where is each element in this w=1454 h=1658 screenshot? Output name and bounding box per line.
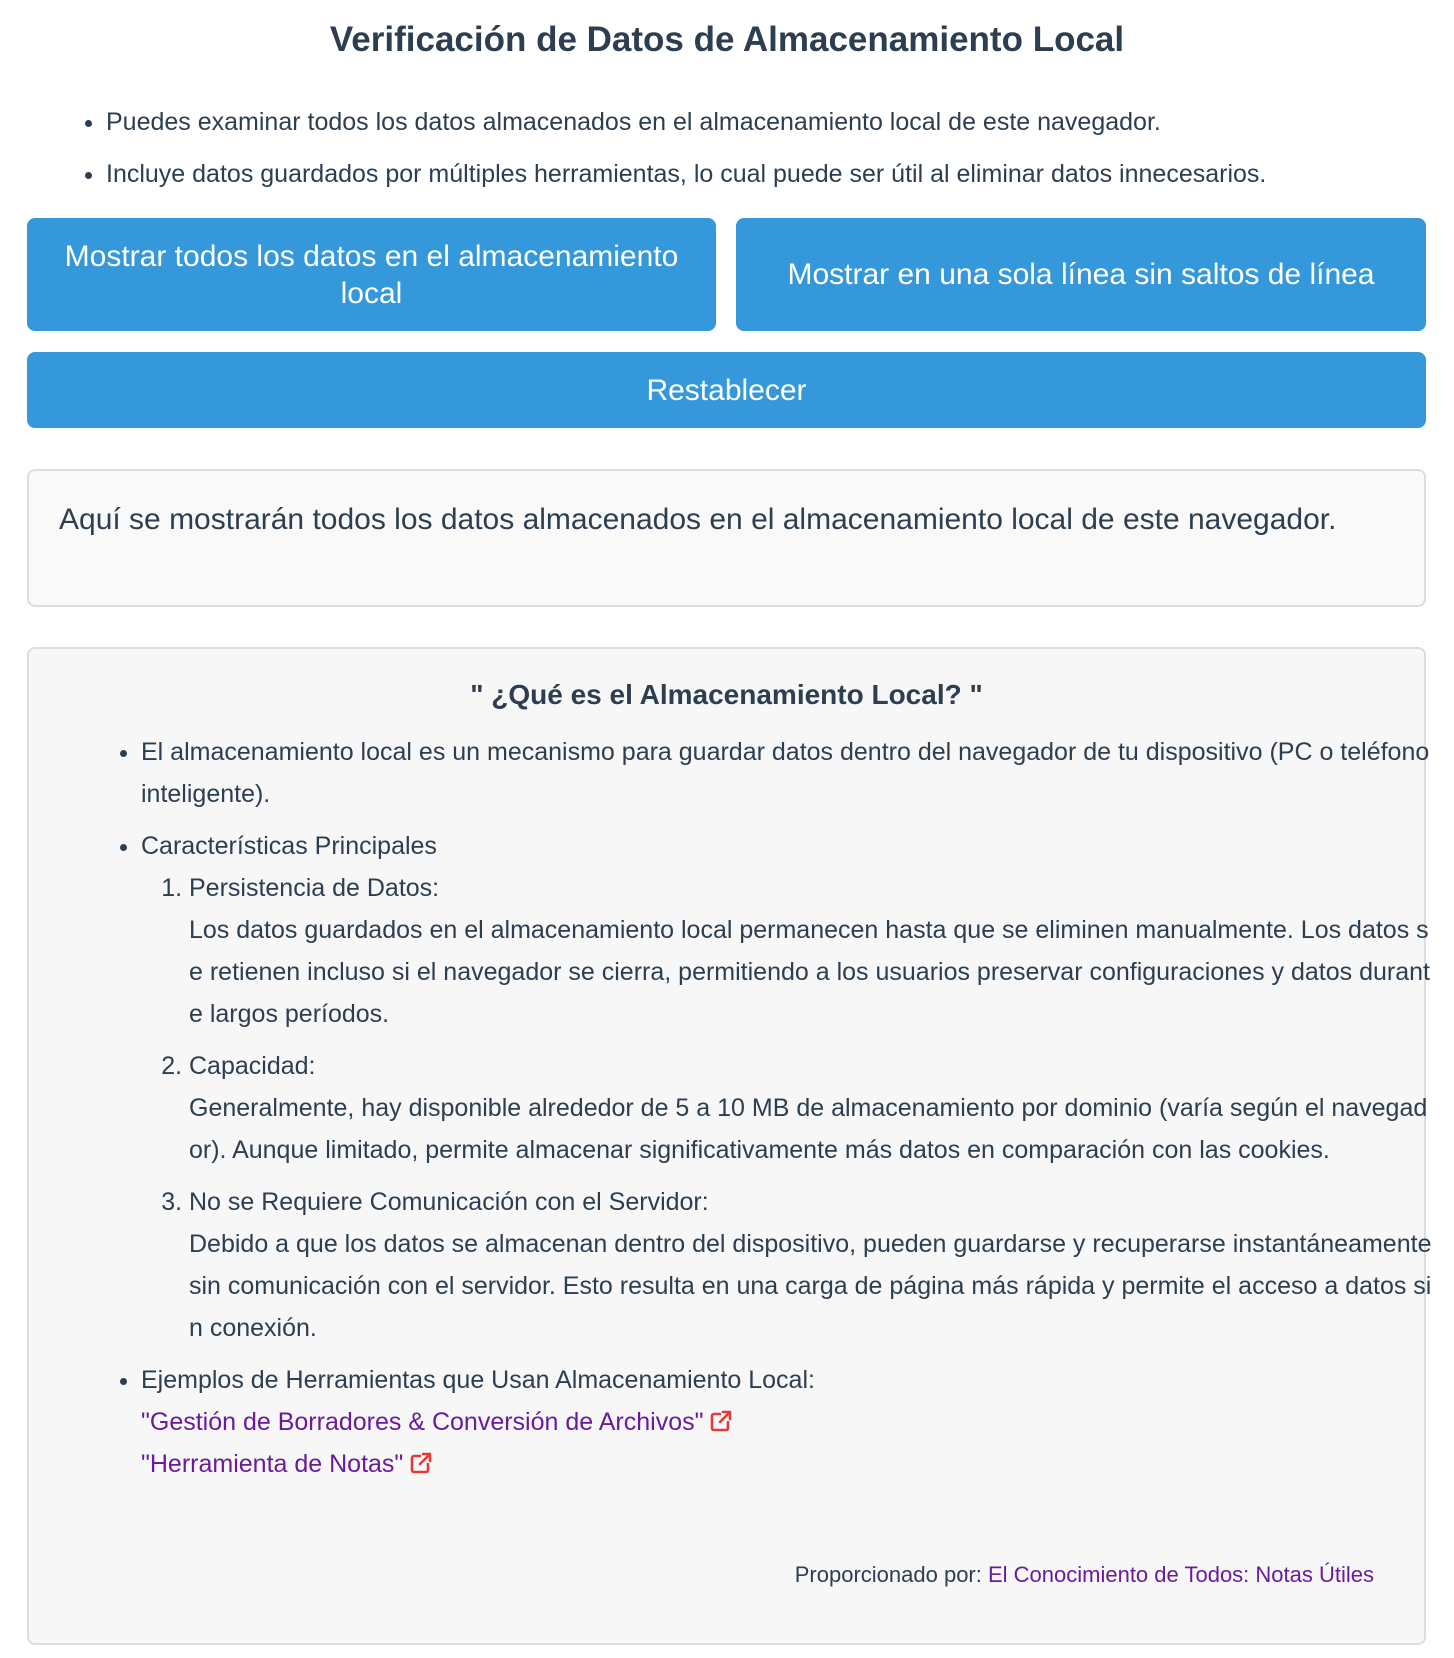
features-list (141, 867, 1441, 1349)
feature-title: Persistencia de Datos: (189, 874, 440, 902)
page-title: Verificación de Datos de Almacenamiento Local (329, 20, 1125, 59)
credit-line (795, 1562, 1374, 1588)
reset-button[interactable]: Restablecer (27, 352, 1426, 428)
features-title: Características Principales (141, 832, 437, 860)
intro-item: • Puedes examinar todos los datos almacenados en el almacenamiento local de este navegador. (106, 96, 1454, 148)
intro-list (60, 96, 1454, 200)
examples-title: Ejemplos de Herramientas que Usan Almacenamiento Local: (141, 1366, 815, 1394)
storage-output-area: Aquí se mostrarán todos los datos almacenados en el almacenamiento local de este navegador. (27, 469, 1426, 607)
example-link-drafts[interactable] (141, 1408, 733, 1436)
feature-title: No se Requiere Comunicación con el Servidor: (189, 1188, 709, 1216)
feature-item (189, 1045, 1441, 1171)
feature-item (189, 1181, 1441, 1349)
show-single-line-button[interactable]: Mostrar en una sola línea sin saltos de línea (736, 218, 1426, 331)
feature-text: Generalmente, hay disponible alrededor de 5 a 10 MB de almacenamiento por dominio (varía según el navegador). Aunque limitado, permite almacenar significativamente más datos en comparación con las cookies. (189, 1094, 1428, 1164)
examples-item (141, 1359, 1441, 1485)
external-link-icon (409, 1451, 433, 1475)
example-link-label: "Herramienta de Notas" (141, 1450, 404, 1478)
credit-label: Proporcionado por: (794, 1562, 988, 1587)
feature-item (189, 867, 1441, 1035)
external-link-icon (709, 1409, 733, 1433)
feature-text: Debido a que los datos se almacenan dentro del dispositivo, pueden guardarse y recuperarse instantáneamente sin comunicación con el servidor. Esto resulta en una carga de página más rápida y permite el acceso a datos sin conexión. (189, 1230, 1432, 1342)
info-heading: " ¿Qué es el Almacenamiento Local? " (470, 679, 983, 710)
feature-text: Los datos guardados en el almacenamiento local permanecen hasta que se eliminen manualmente. Los datos se retienen incluso si el navegador se cierra, permitiendo a los usuarios preservar configuraciones y datos durante largos períodos. (189, 916, 1430, 1028)
example-link-notes[interactable] (141, 1450, 433, 1478)
info-panel (27, 647, 1432, 1645)
feature-title: Capacidad: (189, 1052, 316, 1080)
example-link-label: "Gestión de Borradores & Conversión de Archivos" (141, 1408, 704, 1436)
credit-link[interactable]: El Conocimiento de Todos: Notas Útiles (987, 1562, 1374, 1587)
intro-item: • Incluye datos guardados por múltiples herramientas, lo cual puede ser útil al eliminar datos innecesarios. (106, 148, 1454, 200)
definition-item: • El almacenamiento local es un mecanismo para guardar datos dentro del navegador de tu dispositivo (PC o teléfono inteligente). (141, 731, 1441, 815)
info-list (109, 731, 1441, 1495)
features-item (141, 825, 1441, 1349)
show-all-data-button[interactable]: Mostrar todos los datos en el almacenamiento local (27, 218, 716, 331)
